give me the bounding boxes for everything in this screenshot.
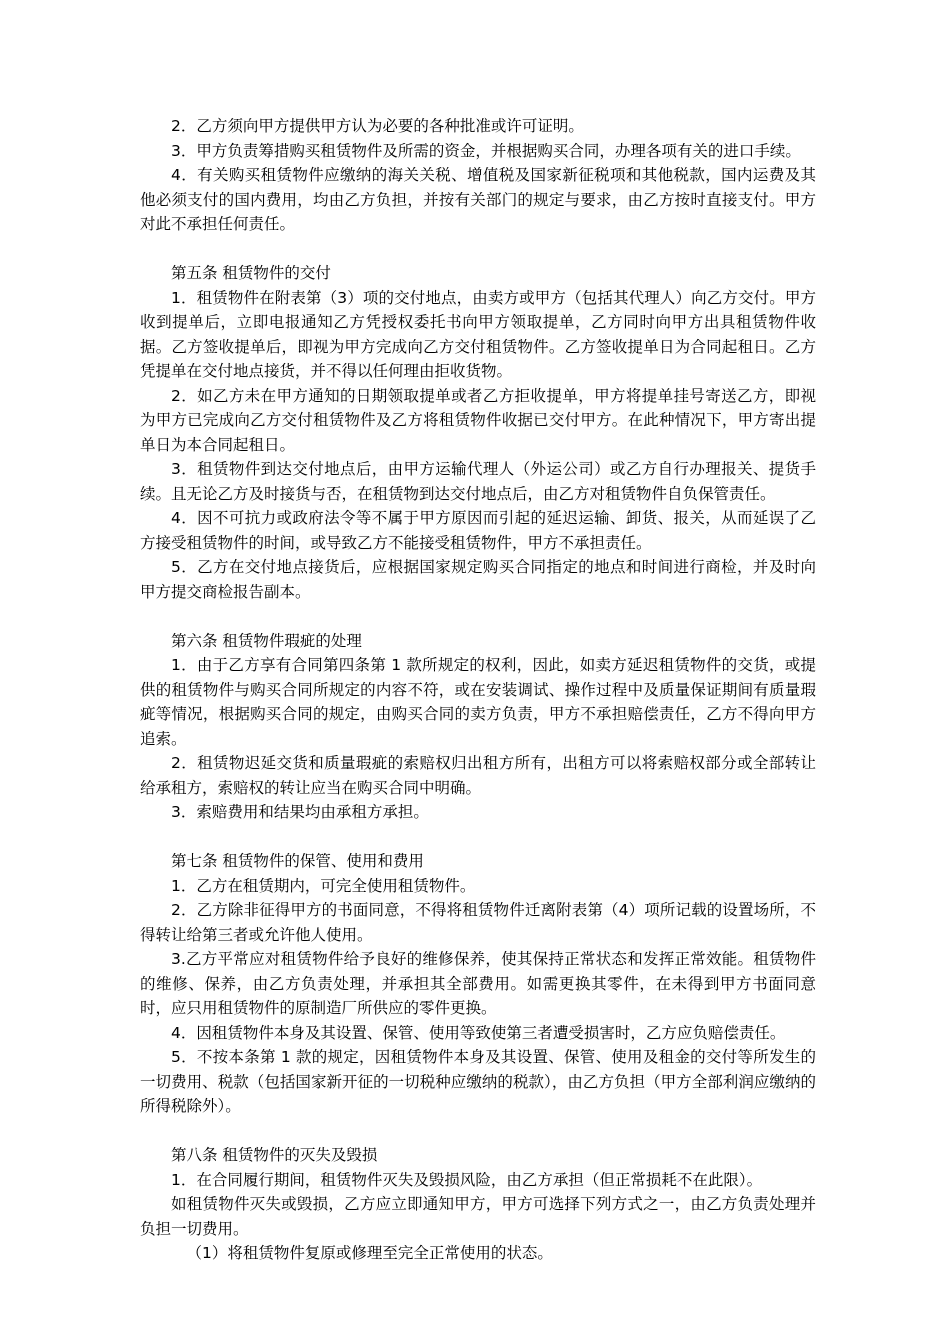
clause-paragraph: 1．租赁物件在附表第（3）项的交付地点，由卖方或甲方（包括其代理人）向乙方交付。甲方收到提单后，立即电报通知乙方凭授权委托书向甲方领取提单，乙方同时向甲方出具租赁物件收据。乙方签收提单后，即视为甲方完成向乙方交付租赁物件。乙方签收提单日为合同起租日。乙方凭提单在交付地点接货，并不得以任何理由拒收货物。: [140, 288, 816, 380]
sub-item: （1）将租赁物件复原或修理至完全正常使用的状态。: [186, 1244, 553, 1262]
clause-paragraph: 3．甲方负责筹措购买租赁物件及所需的资金，并根据购买合同，办理各项有关的进口手续。: [171, 141, 801, 160]
section-spacer: [140, 604, 816, 629]
clause-paragraph: 5．不按本条第 1 款的规定，因租赁物件本身及其设置、保管、使用及租金的交付等所发生的一切费用、税款（包括国家新开征的一切税种应缴纳的税款），由乙方负担（甲方全部利润应缴纳的所得税除外）。: [140, 1048, 816, 1115]
clause-paragraph: 1．乙方在租赁期内，可完全使用租赁物件。: [171, 876, 476, 895]
section-spacer: [140, 1119, 816, 1144]
clause-paragraph: 2．如乙方未在甲方通知的日期领取提单或者乙方拒收提单，甲方将提单挂号寄送乙方，即视为甲方已完成向乙方交付租赁物件及乙方将租赁物件收据已交付甲方。在此种情况下，甲方寄出提单日为本合同起租日。: [140, 386, 816, 454]
clause-paragraph: 4．有关购买租赁物件应缴纳的海关关税、增值税及国家新征税项和其他税款，国内运费及其他必须支付的国内费用，均由乙方负担，并按有关部门的规定与要求，由乙方按时直接支付。甲方对此不承担任何责任。: [140, 166, 816, 233]
article-heading: 第七条 租赁物件的保管、使用和费用: [171, 852, 424, 870]
clause-paragraph: 3.乙方平常应对租赁物件给予良好的维修保养，使其保持正常状态和发挥正常效能。租赁物件的维修、保养，由乙方负责处理，并承担其全部费用。如需更换其零件，在未得到甲方书面同意时，应只用租赁物件的原制造厂所供应的零件更换。: [140, 950, 816, 1017]
section-spacer: [140, 237, 816, 262]
contract-body: [140, 114, 816, 1266]
clause-paragraph: 3．租赁物件到达交付地点后，由甲方运输代理人（外运公司）或乙方自行办理报关、提货手续。且无论乙方及时接货与否，在租赁物到达交付地点后，由乙方对租赁物件自负保管责任。: [140, 460, 816, 503]
clause-paragraph: 2．租赁物迟延交货和质量瑕疵的索赔权归出租方所有，出租方可以将索赔权部分或全部转让给承租方，索赔权的转让应当在购买合同中明确。: [140, 754, 816, 797]
clause-paragraph: 1．由于乙方享有合同第四条第 1 款所规定的权利，因此，如卖方延迟租赁物件的交货，或提供的租赁物件与购买合同所规定的内容不符，或在安装调试、操作过程中及质量保证期间有质量瑕疵等情况，根据购买合同的规定，由购买合同的卖方负责，甲方不承担赔偿责任，乙方不得向甲方追索。: [140, 656, 816, 748]
article-heading: 第八条 租赁物件的灭失及毁损: [171, 1146, 378, 1164]
section-spacer: [140, 825, 816, 850]
clause-paragraph: 如租赁物件灭失或毁损，乙方应立即通知甲方，甲方可选择下列方式之一，由乙方负责处理并负担一切费用。: [140, 1195, 816, 1238]
clause-paragraph: 5．乙方在交付地点接货后，应根据国家规定购买合同指定的地点和时间进行商检，并及时向甲方提交商检报告副本。: [140, 558, 816, 601]
clause-paragraph: 4．因租赁物件本身及其设置、保管、使用等致使第三者遭受损害时，乙方应负赔偿责任。: [171, 1023, 786, 1042]
clause-paragraph: 4．因不可抗力或政府法令等不属于甲方原因而引起的延迟运输、卸货、报关，从而延误了乙方接受租赁物件的时间，或导致乙方不能接受租赁物件，甲方不承担责任。: [140, 509, 816, 552]
article-heading: 第六条 租赁物件瑕疵的处理: [171, 631, 362, 650]
clause-paragraph: 3．索赔费用和结果均由承租方承担。: [171, 803, 429, 821]
article-heading: 第五条 租赁物件的交付: [171, 264, 331, 282]
clause-paragraph: 1．在合同履行期间，租赁物件灭失及毁损风险，由乙方承担（但正常损耗不在此限）。: [171, 1170, 763, 1189]
clause-paragraph: 2．乙方除非征得甲方的书面同意，不得将租赁物件迁离附表第（4）项所记载的设置场所，不得转让给第三者或允许他人使用。: [140, 901, 816, 944]
clause-paragraph: 2．乙方须向甲方提供甲方认为必要的各种批准或许可证明。: [171, 117, 584, 135]
